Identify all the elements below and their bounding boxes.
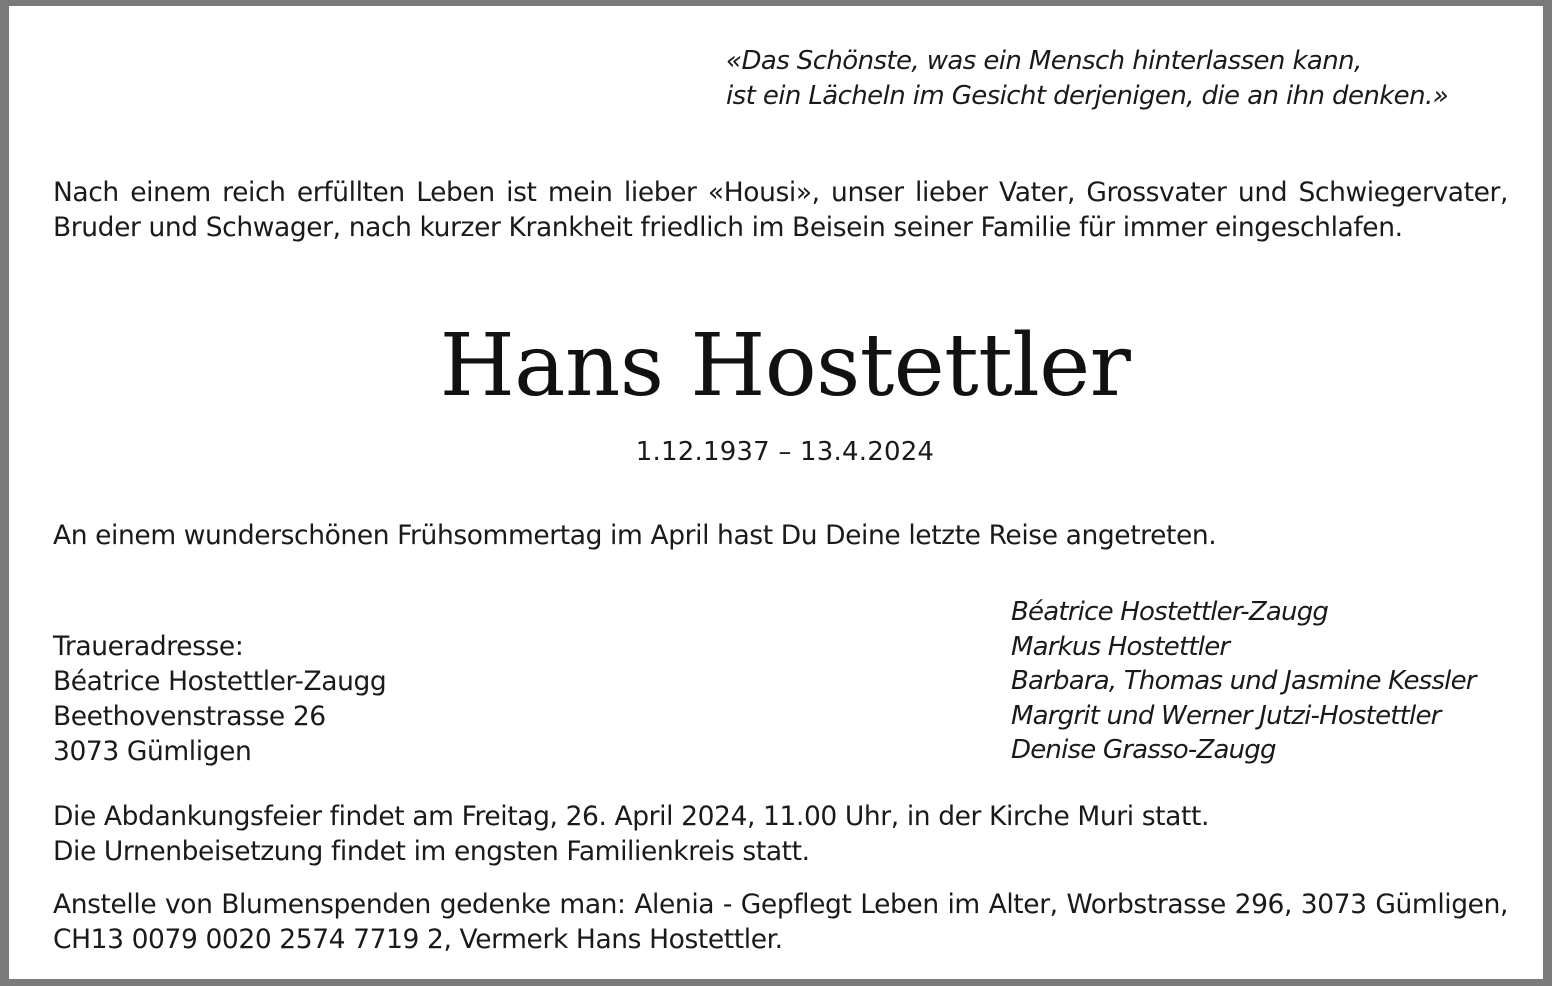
address-street: Beethovenstrasse 26 xyxy=(53,701,326,732)
deceased-name: Hans Hostettler xyxy=(439,316,1131,416)
mourning-address xyxy=(53,629,386,769)
mourners-list xyxy=(1011,595,1476,768)
mourner-name: Béatrice Hostettler-Zaugg xyxy=(1011,597,1329,627)
donation-note: Anstelle von Blumenspenden gedenke man: Alenia - Gepflegt Leben im Alter, Worbstrasse 296, 3073 Gümligen, CH13 0079 0020 2574 7719 2, Vermerk Hans Hostettler. xyxy=(53,889,1508,955)
mourner-name: Markus Hostettler xyxy=(1011,631,1230,662)
address-city: 3073 Gümligen xyxy=(53,736,252,767)
quote-line-1: «Das Schönste, was ein Mensch hinterlassen kann, xyxy=(726,46,1362,76)
ceremony-line-2: Die Urnenbeisetzung findet im engsten Familienkreis statt. xyxy=(53,836,810,867)
epigraph-quote xyxy=(726,44,1448,114)
journey-sentence: An einem wunderschönen Frühsommertag im April hast Du Deine letzte Reise angetreten. xyxy=(53,520,1217,551)
ceremony-info xyxy=(53,799,1209,869)
quote-line-2: ist ein Lächeln im Gesicht derjenigen, die an ihn denken.» xyxy=(726,81,1449,111)
address-heading: Traueradresse: xyxy=(53,631,244,662)
address-name: Béatrice Hostettler-Zaugg xyxy=(53,666,387,697)
mourner-name: Margrit und Werner Jutzi-Hostettler xyxy=(1011,700,1441,731)
intro-paragraph: Nach einem reich erfüllten Leben ist mein lieber «Housi», unser lieber Vater, Grossvater und Schwiegervater, Bruder und Schwager, nach kurzer Krankheit friedlich im Beisein seiner Familie für immer eingeschlafen. xyxy=(53,177,1508,243)
ceremony-line-1: Die Abdankungsfeier findet am Freitag, 26. April 2024, 11.00 Uhr, in der Kirche Muri statt. xyxy=(53,801,1209,832)
mourner-name: Denise Grasso-Zaugg xyxy=(1011,735,1276,765)
life-dates: 1.12.1937 – 13.4.2024 xyxy=(635,437,935,467)
mourner-name: Barbara, Thomas und Jasmine Kessler xyxy=(1011,666,1476,696)
